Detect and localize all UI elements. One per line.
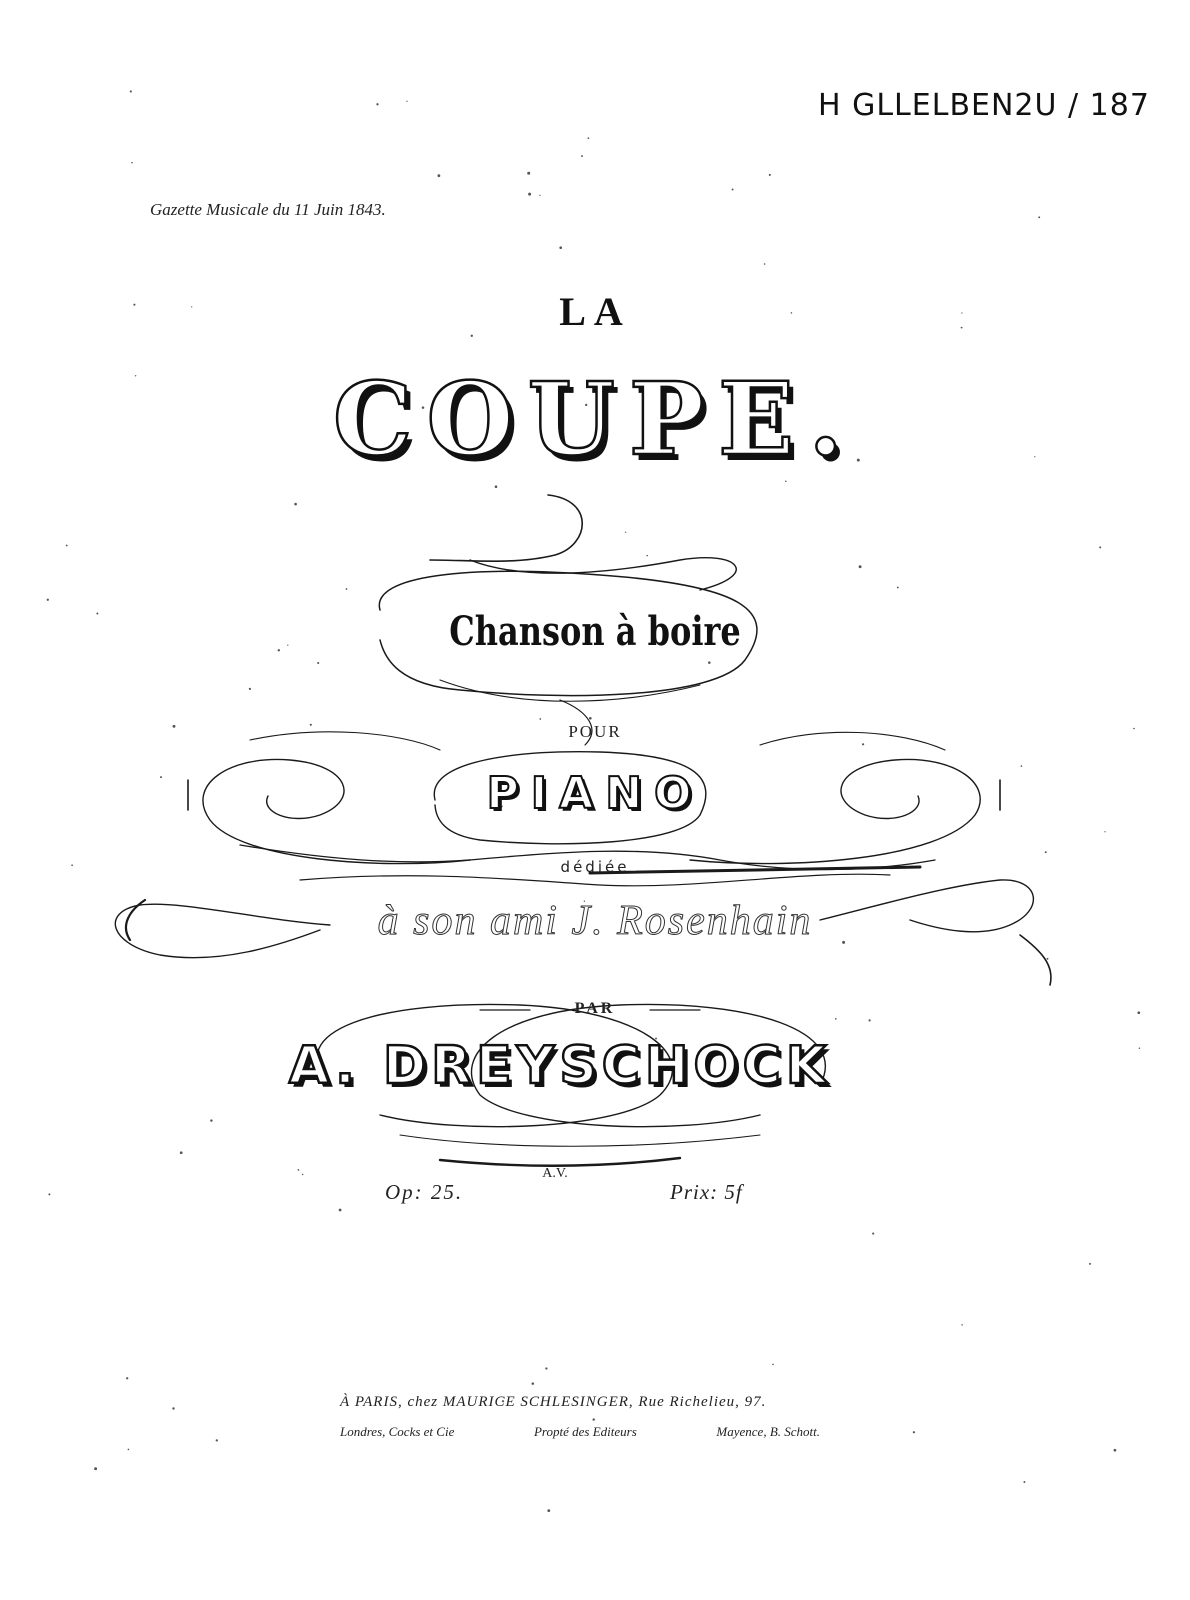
speckle bbox=[1021, 765, 1023, 767]
speckle bbox=[66, 545, 68, 547]
speckle bbox=[48, 1193, 50, 1195]
speckle bbox=[547, 1509, 550, 1512]
subtitle: Chanson à boire bbox=[449, 608, 741, 655]
speckle bbox=[94, 1467, 97, 1470]
speckle bbox=[339, 1209, 342, 1212]
speckle bbox=[559, 246, 562, 249]
dedicatee-text: à son ami J. Rosenhain bbox=[377, 898, 813, 944]
speckle bbox=[646, 555, 647, 556]
price-label: Prix: 5f bbox=[670, 1180, 743, 1204]
speckle bbox=[859, 565, 862, 568]
speckle bbox=[592, 1418, 594, 1420]
speckle bbox=[539, 195, 540, 196]
speckle bbox=[1139, 1048, 1140, 1049]
by-label: PAR bbox=[574, 1000, 616, 1017]
publisher-imprint-secondary bbox=[340, 1424, 820, 1440]
speckle bbox=[764, 263, 766, 265]
speckle bbox=[732, 189, 734, 191]
opus-number: Op: 25. bbox=[385, 1180, 464, 1204]
speckle bbox=[126, 1377, 128, 1379]
speckle bbox=[869, 1019, 871, 1021]
speckle bbox=[1047, 958, 1049, 960]
speckle bbox=[376, 103, 378, 105]
instrument-label: PIANO bbox=[486, 768, 704, 819]
speckle bbox=[1023, 1481, 1025, 1483]
rights-notice: Propté des Editeurs bbox=[533, 1424, 637, 1439]
speckle bbox=[249, 688, 251, 690]
speckle bbox=[128, 1449, 130, 1451]
publisher-imprint: À PARIS, chez MAURICE SCHLESINGER, Rue Richelieu, 97. bbox=[340, 1394, 767, 1410]
speckle bbox=[131, 162, 133, 164]
speckle bbox=[346, 588, 348, 590]
gazette-header-note: Gazette Musicale du 11 Juin 1843. bbox=[150, 200, 386, 219]
speckle bbox=[1104, 831, 1105, 832]
speckle bbox=[769, 174, 771, 176]
speckle bbox=[180, 1151, 183, 1154]
speckle bbox=[528, 193, 531, 196]
speckle bbox=[589, 717, 592, 720]
speckle bbox=[1045, 851, 1047, 853]
speckle bbox=[495, 485, 498, 488]
main-title: COUPE. bbox=[332, 360, 858, 478]
speckle bbox=[130, 90, 132, 92]
speckle bbox=[961, 1324, 962, 1325]
speckle bbox=[862, 743, 864, 745]
speckle bbox=[317, 662, 319, 664]
speckle bbox=[872, 1233, 874, 1235]
dedication-label: dédiée bbox=[560, 858, 630, 876]
speckle bbox=[772, 1364, 774, 1366]
speckle bbox=[785, 480, 787, 482]
speckle bbox=[1099, 546, 1101, 548]
speckle bbox=[210, 1119, 212, 1121]
title-article: LA bbox=[559, 289, 631, 334]
speckle bbox=[835, 1018, 837, 1020]
speckle bbox=[545, 1367, 547, 1369]
speckle bbox=[532, 1382, 535, 1385]
speckle bbox=[96, 612, 98, 614]
speckle bbox=[216, 1439, 218, 1441]
av-mark: A.V. bbox=[542, 1166, 568, 1181]
speckle bbox=[581, 155, 583, 157]
speckle bbox=[1089, 1263, 1091, 1265]
speckle bbox=[588, 137, 590, 139]
speckle bbox=[438, 174, 441, 177]
speckle bbox=[527, 172, 530, 175]
speckle bbox=[172, 1407, 174, 1409]
speckle bbox=[913, 1431, 915, 1433]
speckle bbox=[897, 587, 899, 589]
composer-name: A. DREYSCHOCK bbox=[288, 1036, 832, 1096]
speckle bbox=[708, 661, 711, 664]
speckle bbox=[1114, 1449, 1117, 1452]
speckle bbox=[625, 532, 626, 533]
speckle bbox=[539, 718, 541, 720]
speckle bbox=[294, 503, 297, 506]
speckle bbox=[1038, 216, 1040, 218]
london-publisher: Londres, Cocks et Cie bbox=[340, 1424, 455, 1439]
mainz-publisher: Mayence, B. Schott. bbox=[716, 1424, 820, 1439]
speckle bbox=[406, 101, 407, 102]
speckle bbox=[47, 599, 49, 601]
library-shelfmark: H GLLELBEN2U / 187 bbox=[818, 88, 1150, 123]
for-label: POUR bbox=[568, 722, 622, 741]
